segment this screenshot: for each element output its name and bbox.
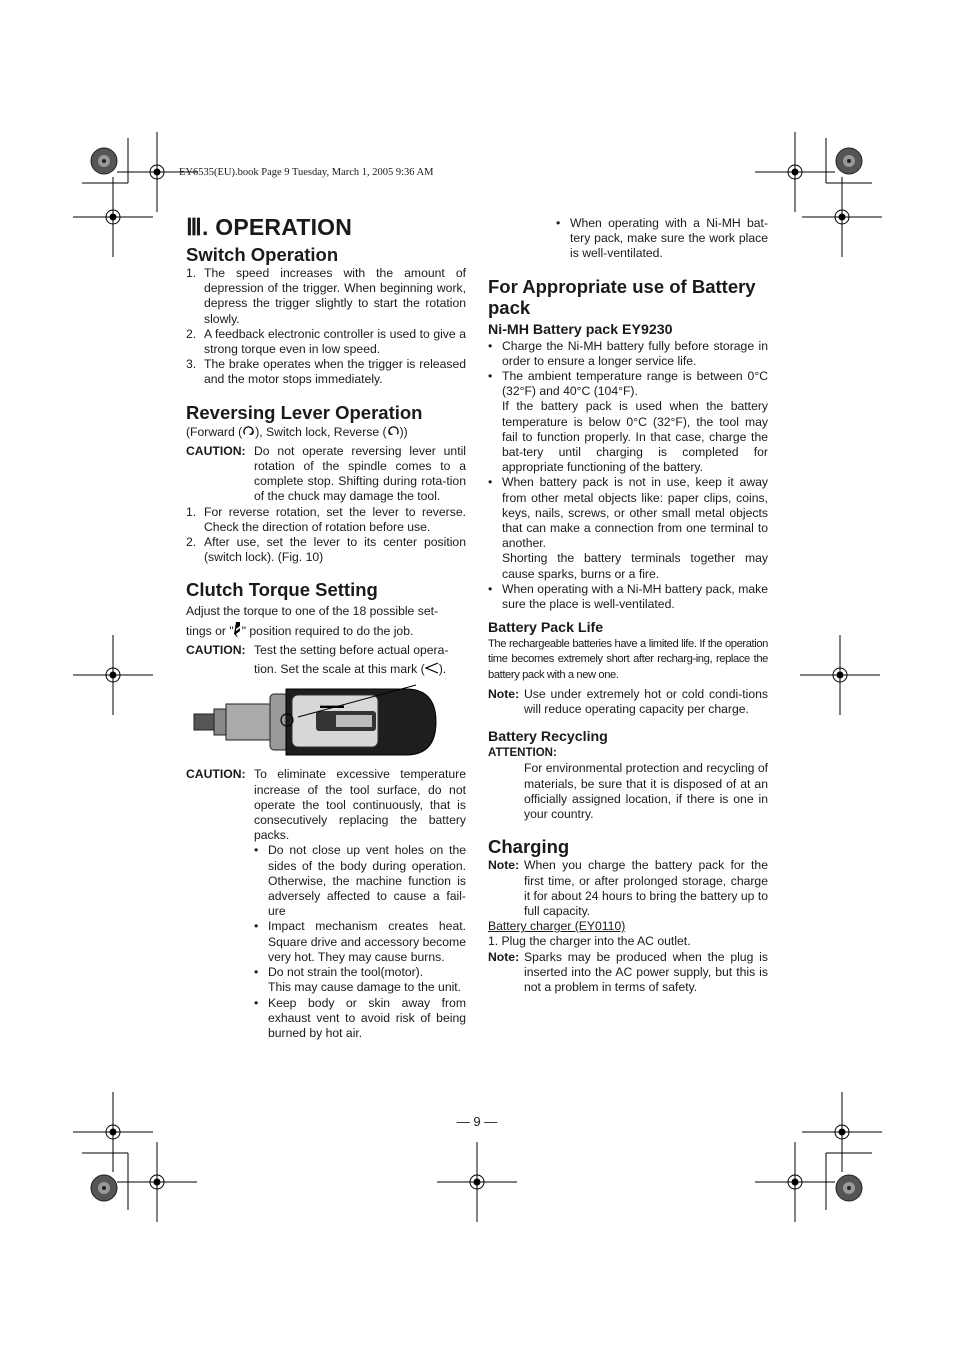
- list-item: • The ambient temperature range is between 0°C (32°F) and 40°C (104°F). If the battery pack is used when the battery temperature is below 0°C (32°F), the tool may fail to function properly. In that case, charge the bat-tery until charging is completed for appropriate functioning of the battery.: [488, 369, 768, 475]
- attention-label: ATTENTION:: [488, 747, 557, 760]
- list-item: • When operating with a Ni-MH bat-tery pack, make sure the work place is well-ventilated.: [556, 216, 768, 261]
- registration-star-icon: [91, 148, 117, 174]
- registration-star-icon: [91, 1175, 117, 1201]
- svg-text:▬▬▬: ▬▬▬: [320, 701, 344, 711]
- left-column: [186, 212, 466, 1041]
- note-block: Note: Use under extremely hot or cold condi-tions will reduce operating capacity per charge.: [488, 686, 768, 717]
- scale-mark-icon: [425, 662, 439, 674]
- list-item: • Do not strain the tool(motor). This may cause damage to the unit.: [254, 965, 462, 995]
- registration-cross-icon: [755, 132, 835, 212]
- list-item: • When battery pack is not in use, keep it away from other metal objects like: paper clips, coins, keys, nails, screws, or other small metal objects that can make a connection from one terminal to another. Shorting the battery terminals together may cause sparks, burns or a fire.: [488, 475, 768, 581]
- reversing-heading: Reversing Lever Operation: [186, 401, 423, 423]
- list-item: 2. A feedback electronic controller is used to give a strong torque even in low speed.: [186, 326, 466, 357]
- registration-cross-icon: [802, 177, 882, 257]
- registration-star-icon: [836, 1175, 862, 1201]
- list-item: 1. The speed increases with the amount of depression of the trigger. When beginning work, depress the trigger slightly to start the rotation slowly.: [186, 266, 466, 326]
- battery-use-heading: For Appropriate use of Battery pack: [488, 275, 756, 318]
- recycling-text: For environmental protection and recycling of materials, be sure that it is disposed of at an officially assigned location, if there is one in your country.: [524, 761, 768, 822]
- switch-operation-heading: Switch Operation: [186, 244, 339, 265]
- reversing-modes: (Forward ( ), Switch lock, Reverse ( )): [186, 424, 408, 439]
- list-item: 3. The brake operates when the trigger is released and the motor stops immediately.: [186, 357, 466, 387]
- registration-cross-icon: [755, 1142, 835, 1222]
- drill-mode-icon: [234, 622, 242, 638]
- page-number: — 9 —: [456, 1114, 498, 1129]
- caution-block: CAUTION: Test the setting before actual opera- tion. Set the scale at this mark ( ).: [186, 643, 449, 677]
- pack-life-heading: Battery Pack Life: [488, 620, 604, 637]
- note-block: Note: When you charge the battery pack for the first time, or after prolonged storage, charge it for about 24 hours to bring the battery up to full capacity.: [488, 858, 768, 918]
- list-item: • Do not close up vent holes on the sides of the body during operation. Otherwise, the machine function is adversely affected to cause a fail-ure: [254, 843, 466, 919]
- registration-cross-icon: [73, 1092, 153, 1172]
- registration-cross-icon: [437, 1142, 517, 1222]
- registration-star-icon: [836, 148, 862, 174]
- caution-bullets: [254, 843, 466, 1041]
- registration-cross-icon: [800, 635, 880, 715]
- forward-rotation-icon: [242, 425, 255, 438]
- chapter-title: Ⅲ. OPERATION: [186, 214, 353, 240]
- list-item: • Keep body or skin away from exhaust vent to avoid risk of being burned by hot air.: [254, 995, 466, 1040]
- list-item: • When operating with a Ni-MH battery pack, make sure the place is well-ventilated.: [488, 581, 768, 612]
- battery-model-heading: Ni-MH Battery pack EY9230: [488, 321, 673, 338]
- registration-cross-icon: [73, 635, 153, 715]
- impact-driver-illustration: [186, 681, 466, 761]
- caution-block: CAUTION: Do not operate reversing lever until rotation of the spindle comes to a complete stop. Shifting during rota-tion of the chuck may damage the tool.: [186, 443, 466, 504]
- list-item: 2. After use, set the lever to its center position (switch lock). (Fig. 10): [186, 535, 466, 565]
- clutch-heading: Clutch Torque Setting: [186, 579, 378, 601]
- clutch-intro: Adjust the torque to one of the 18 possible set- tings or " " position required to do the job.: [186, 604, 439, 639]
- charger-link: Battery charger (EY0110): [488, 919, 626, 934]
- note-block: Note: Sparks may be produced when the plug is inserted into the AC power supply, but this is not a problem in terms of safety.: [488, 949, 768, 994]
- list-item: • Charge the Ni-MH battery fully before storage in order to ensure a longer service life.: [488, 338, 768, 368]
- charging-step: 1. Plug the charger into the AC outlet.: [488, 934, 691, 949]
- registration-cross-icon: [117, 1142, 197, 1222]
- pack-life-text: The rechargeable batteries have a limited life. If the operation time becomes extremely short after recharg-ing, replace the battery pack with a new one.: [488, 638, 768, 681]
- right-column: [488, 216, 768, 995]
- charging-heading: Charging: [488, 836, 570, 858]
- registration-cross-icon: [802, 1092, 882, 1172]
- reverse-rotation-icon: [387, 425, 400, 438]
- list-item: 1. For reverse rotation, set the lever to reverse. Check the direction of rotation before use.: [186, 504, 466, 534]
- caution-block: CAUTION: To eliminate excessive temperature increase of the tool surface, do not operate the tool continuously, that is consecutively replacing the battery packs.: [186, 767, 466, 843]
- print-header: EY6535(EU).book Page 9 Tuesday, March 1, 2005 9:36 AM: [179, 167, 434, 178]
- recycling-heading: Battery Recycling: [488, 729, 608, 746]
- list-item: • Impact mechanism creates heat. Square drive and accessory become very hot. They may cause burns.: [254, 919, 466, 964]
- registration-cross-icon: [73, 177, 153, 257]
